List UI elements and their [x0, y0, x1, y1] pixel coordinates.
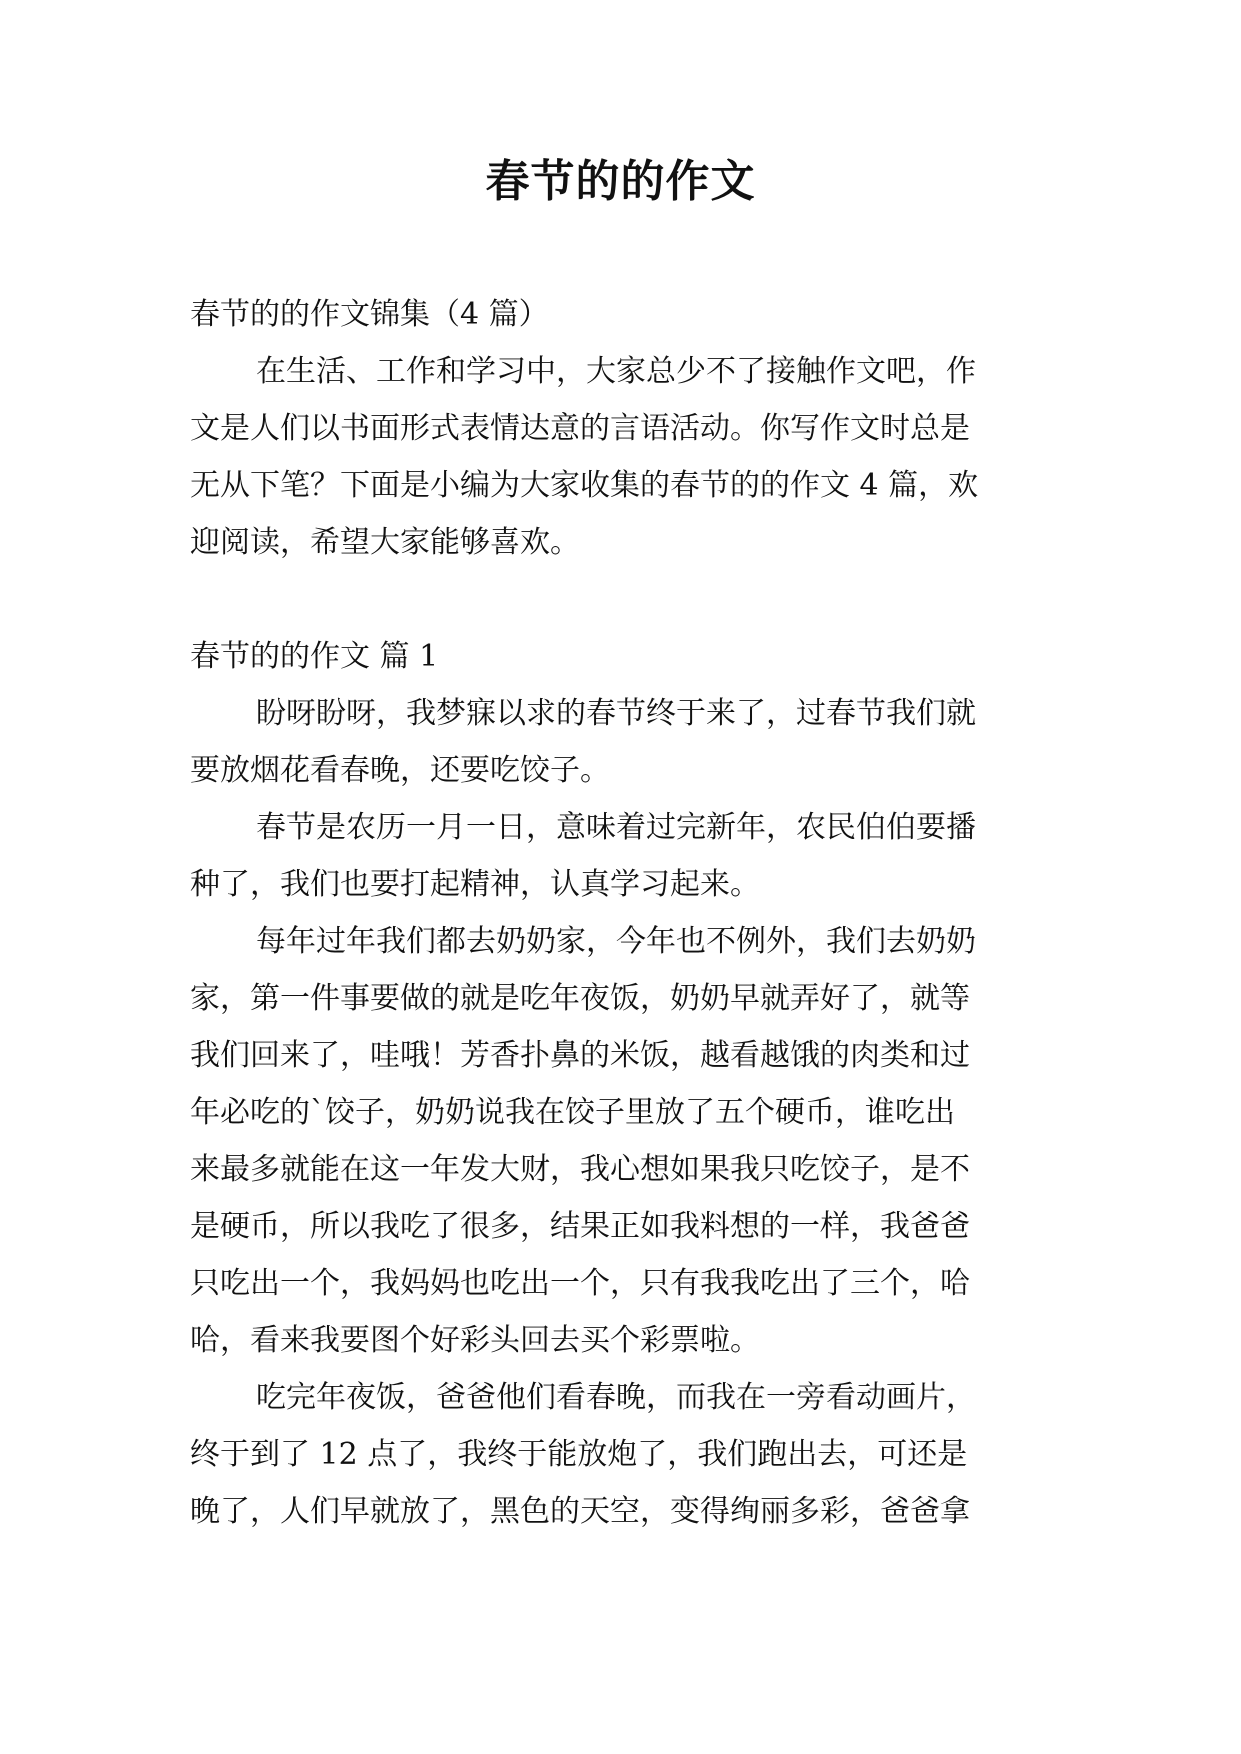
collection-heading: 春节的的作文锦集（4 篇） — [190, 297, 549, 332]
document-title: 春节的的作文 — [485, 156, 756, 207]
essay-paragraph — [190, 799, 1052, 913]
text-line: 文是人们以书面形式表情达意的言语活动。你写作文时总是 — [190, 411, 970, 446]
text-line: 年必吃的`饺子，奶奶说我在饺子里放了五个硬币，谁吃出 — [190, 1095, 955, 1130]
text-line: 家，第一件事要做的就是吃年夜饭，奶奶早就弄好了，就等 — [190, 981, 970, 1016]
text-line: 种了，我们也要打起精神，认真学习起来。 — [190, 867, 760, 902]
essay-heading: 春节的的作文 篇 1 — [190, 639, 439, 674]
essay-paragraph — [190, 1369, 1052, 1540]
essay-paragraph — [190, 685, 1052, 799]
text-line: 迎阅读，希望大家能够喜欢。 — [190, 525, 580, 560]
text-line: 吃完年夜饭，爸爸他们看春晚，而我在一旁看动画片， — [256, 1380, 976, 1415]
text-line: 无从下笔？下面是小编为大家收集的春节的的作文 4 篇，欢 — [190, 468, 979, 503]
document-body — [190, 286, 1052, 1540]
blank-line — [190, 571, 1052, 628]
text-line: 我们回来了，哇哦！芳香扑鼻的米饭，越看越饿的肉类和过 — [190, 1038, 970, 1073]
text-line: 在生活、工作和学习中，大家总少不了接触作文吧，作 — [256, 354, 976, 389]
text-line: 盼呀盼呀，我梦寐以求的春节终于来了，过春节我们就 — [256, 696, 976, 731]
text-line: 晚了，人们早就放了，黑色的天空，变得绚丽多彩，爸爸拿 — [190, 1494, 970, 1529]
essay-paragraph — [190, 913, 1052, 1369]
text-line: 要放烟花看春晚，还要吃饺子。 — [190, 753, 610, 788]
text-line: 是硬币，所以我吃了很多，结果正如我料想的一样，我爸爸 — [190, 1209, 970, 1244]
text-line: 春节是农历一月一日，意味着过完新年，农民伯伯要播 — [256, 810, 976, 845]
text-line: 每年过年我们都去奶奶家，今年也不例外，我们去奶奶 — [256, 924, 976, 959]
text-line: 来最多就能在这一年发大财，我心想如果我只吃饺子，是不 — [190, 1152, 970, 1187]
text-line: 终于到了 12 点了，我终于能放炮了，我们跑出去，可还是 — [190, 1437, 968, 1472]
intro-paragraph — [190, 343, 1052, 571]
text-line: 哈，看来我要图个好彩头回去买个彩票啦。 — [190, 1323, 760, 1358]
text-line: 只吃出一个，我妈妈也吃出一个，只有我我吃出了三个，哈 — [190, 1266, 970, 1301]
